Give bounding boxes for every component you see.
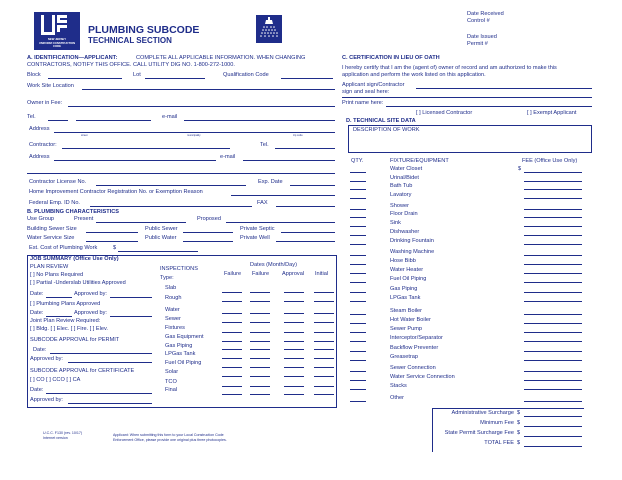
inspection-item: Solar <box>165 369 179 375</box>
fixture-qty-field[interactable] <box>350 226 366 227</box>
inspection-date-field[interactable] <box>314 292 334 293</box>
fixture-item: Backflow Preventer <box>390 345 439 351</box>
inspections-title: INSPECTIONS <box>160 266 198 272</box>
fixture-item: Steam Boiler <box>390 308 423 314</box>
description-label: DESCRIPTION OF WORK <box>353 127 420 133</box>
fax-field[interactable] <box>276 206 335 207</box>
fixture-fee-field[interactable] <box>524 172 582 173</box>
job-summary-title: JOB SUMMARY (Office Use Only) <box>30 256 119 262</box>
est-cost-field[interactable] <box>118 251 198 252</box>
inspection-date-field[interactable] <box>314 322 334 323</box>
fixture-fee-field[interactable] <box>524 292 582 293</box>
owner-email-label: e-mail <box>162 114 178 120</box>
fixture-fee-field[interactable] <box>524 226 582 227</box>
owner-field[interactable] <box>68 106 335 107</box>
form-version: Internet version <box>43 436 68 440</box>
fixture-qty-field[interactable] <box>350 292 366 293</box>
water-svc-label: Water Service Size <box>27 235 75 241</box>
inspection-date-field[interactable] <box>222 301 242 302</box>
joint-review-label: Joint Plan Review Required: <box>30 318 101 324</box>
plan-review-label: PLAN REVIEW <box>30 264 69 270</box>
inspection-date-field[interactable] <box>284 367 304 368</box>
inspection-date-field[interactable] <box>284 322 304 323</box>
fixture-fee-field[interactable] <box>524 282 582 283</box>
fixture-fee-field[interactable] <box>524 255 582 256</box>
permit-label: Permit # <box>467 41 488 47</box>
contractor-field[interactable] <box>62 148 230 149</box>
fixture-fee-field[interactable] <box>524 380 582 381</box>
fixture-qty-field[interactable] <box>350 181 366 182</box>
fixture-fee-field[interactable] <box>524 217 582 218</box>
inspection-date-field[interactable] <box>284 292 304 293</box>
print-name-label: Print name here: <box>342 100 384 106</box>
inspection-date-field[interactable] <box>314 332 334 333</box>
fixture-item: Interceptor/Separator <box>390 335 443 341</box>
contractor-tel-field[interactable] <box>275 148 335 149</box>
total-dollar: $ <box>517 440 521 446</box>
contractor-address-label: Address <box>29 154 50 160</box>
fed-id-label: Federal Emp. ID No. <box>29 200 80 206</box>
applicant-sign-field[interactable] <box>416 88 592 89</box>
fixture-qty-field[interactable] <box>350 255 366 256</box>
fixture-qty-field[interactable] <box>350 360 366 361</box>
inspection-item: Gas Piping <box>165 343 193 349</box>
form-title: PLUMBING SUBCODE <box>88 24 200 36</box>
exempt-applicant-checkbox[interactable]: [ ] Exempt Applicant <box>527 110 577 116</box>
licensed-contractor-checkbox[interactable]: [ ] Licensed Contractor <box>416 110 473 116</box>
inspection-date-field[interactable] <box>284 301 304 302</box>
fixture-item: Shower <box>390 203 409 209</box>
section-d-title: D. TECHNICAL SITE DATA <box>346 118 416 124</box>
fixture-fee-field[interactable] <box>524 189 582 190</box>
total-fee-field[interactable] <box>524 426 582 427</box>
contractor-label: Contractor: <box>29 142 57 148</box>
inspections-type-label: Type: <box>160 275 174 281</box>
public-water-field[interactable] <box>183 241 233 242</box>
total-label: Minimum Fee <box>480 420 514 426</box>
logo-c-shape <box>57 15 67 23</box>
fixture-fee-field[interactable] <box>524 314 582 315</box>
fixture-qty-field[interactable] <box>350 198 366 199</box>
fixture-item: Urinal/Bidet <box>390 175 419 181</box>
fixture-qty-field[interactable] <box>350 235 366 236</box>
control-label: Control # <box>467 18 490 24</box>
zip-caption: zip code <box>293 134 303 137</box>
logo-line2: UNIFORM CONSTRUCTION CODE <box>38 41 76 48</box>
total-dollar: $ <box>517 420 521 426</box>
fixture-qty-field[interactable] <box>350 323 366 324</box>
license-label: Contractor License No. <box>29 179 87 185</box>
fixture-qty-field[interactable] <box>350 172 366 173</box>
col-failure-2: Failure <box>252 271 270 277</box>
footer-note-2: Enforcement Office, please provide one original plus three photocopies. <box>113 438 227 442</box>
logo-c2-shape <box>57 25 67 32</box>
exp-date-field[interactable] <box>290 185 335 186</box>
total-label: State Permit Surcharge Fee <box>444 430 514 436</box>
inspection-item: Sewer <box>165 316 181 322</box>
total-label: TOTAL FEE <box>484 440 514 446</box>
contractor-address-line2[interactable] <box>27 173 335 174</box>
site-label: Work Site Location <box>27 83 74 89</box>
inspection-date-field[interactable] <box>284 341 304 342</box>
form-subtitle: TECHNICAL SECTION <box>88 36 172 45</box>
fixture-fee-field[interactable] <box>524 323 582 324</box>
proposed-field[interactable] <box>226 222 335 223</box>
logo-u-shape <box>41 15 55 35</box>
applicant-sign-label: Applicant sign/Contractor <box>342 82 405 88</box>
fixture-item: Drinking Fountain <box>390 238 434 244</box>
hic-label: Home Improvement Contractor Registration No. or Exemption Reason <box>29 189 203 195</box>
plan-approved-by2-label: Approved by: <box>74 310 107 316</box>
sign-seal-label: sign and seal here: <box>342 89 390 95</box>
inspection-date-field[interactable] <box>250 358 270 359</box>
plan-date2-label: Date: <box>30 310 44 316</box>
fixture-qty-field[interactable] <box>350 273 366 274</box>
cert-date-field[interactable] <box>46 393 152 394</box>
fixture-item: Sink <box>390 220 401 226</box>
fixture-item: Stacks <box>390 383 407 389</box>
section-b-title: B. PLUMBING CHARACTERISTICS <box>27 209 119 215</box>
plan-approved-by-field[interactable] <box>110 297 152 298</box>
inspection-date-field[interactable] <box>314 386 334 387</box>
fixture-item: Gas Piping <box>390 286 418 292</box>
fixture-fee-field[interactable] <box>524 198 582 199</box>
present-field[interactable] <box>96 222 186 223</box>
inspection-date-field[interactable] <box>250 394 270 395</box>
bldg-sewer-field[interactable] <box>86 232 138 233</box>
inspection-date-field[interactable] <box>314 394 334 395</box>
inspection-date-field[interactable] <box>250 332 270 333</box>
inspection-date-field[interactable] <box>314 349 334 350</box>
contractor-tel-label: Tel. <box>260 142 269 148</box>
public-sewer-field[interactable] <box>183 232 233 233</box>
no-plans-checkbox[interactable]: [ ] No Plans Required <box>30 272 84 278</box>
fixture-qty-field[interactable] <box>350 314 366 315</box>
cert-type-checkboxes[interactable]: [ ] CO [ ] CCO [ ] CA <box>30 377 81 383</box>
fixture-qty-field[interactable] <box>350 217 366 218</box>
subcode-permit-label: SUBCODE APPROVAL for PERMIT <box>30 337 120 343</box>
inspection-item: Water <box>165 307 180 313</box>
permit-approved-by-label: Approved by: <box>30 356 63 362</box>
fixture-qty-field[interactable] <box>350 389 366 390</box>
inspection-date-field[interactable] <box>222 349 242 350</box>
inspection-date-field[interactable] <box>222 322 242 323</box>
qual-label: Qualification Code <box>223 72 269 78</box>
fixture-header: FIXTURE/EQUIPMENT <box>390 158 449 164</box>
fixture-item: Sewer Connection <box>390 365 436 371</box>
qty-header: QTY. <box>351 158 364 164</box>
fixture-item: Water Heater <box>390 267 424 273</box>
inspection-date-field[interactable] <box>250 386 270 387</box>
inspection-date-field[interactable] <box>284 332 304 333</box>
fixture-fee-field[interactable] <box>524 244 582 245</box>
block-label: Block <box>27 72 41 78</box>
fixture-qty-field[interactable] <box>350 332 366 333</box>
fixture-item: Other <box>390 395 404 401</box>
fixture-qty-field[interactable] <box>350 244 366 245</box>
owner-label: Owner in Fee: <box>27 100 63 106</box>
fixture-item: Greasetrap <box>390 354 418 360</box>
owner-address-field[interactable] <box>54 132 335 133</box>
footer-note-1: Applicant: When submitting this form to your Local Construction Code <box>113 433 224 437</box>
inspection-date-field[interactable] <box>250 341 270 342</box>
private-septic-label: Private Septic <box>240 226 275 232</box>
est-cost-dollar: $ <box>113 245 117 251</box>
fed-id-field[interactable] <box>90 206 252 207</box>
inspection-date-field[interactable] <box>284 358 304 359</box>
present-label: Present <box>74 216 94 222</box>
cert-date-label: Date: <box>30 387 44 393</box>
street-caption: street <box>81 134 88 137</box>
col-initial: Initial <box>315 271 329 277</box>
fixture-item: Bath Tub <box>390 183 413 189</box>
owner-tel-label: Tel. <box>27 114 36 120</box>
inspection-item: Fixtures <box>165 325 185 331</box>
inspection-date-field[interactable] <box>250 349 270 350</box>
site-field[interactable] <box>82 89 335 90</box>
inspection-date-field[interactable] <box>314 313 334 314</box>
inspection-date-field[interactable] <box>222 313 242 314</box>
date-received-label: Date Received <box>467 11 504 17</box>
fixture-item: Hose Bibb <box>390 258 416 264</box>
plan-date2-field[interactable] <box>46 316 72 317</box>
subcode-cert-label: SUBCODE APPROVAL for CERTIFICATE <box>30 368 135 374</box>
qual-field[interactable] <box>281 78 333 79</box>
use-group-label: Use Group <box>27 216 55 222</box>
lot-label: Lot <box>133 72 141 78</box>
inspection-item: TCO <box>165 379 177 385</box>
inspection-date-field[interactable] <box>222 358 242 359</box>
fee-header: FEE (Office Use Only) <box>522 158 578 164</box>
col-failure-1: Failure <box>224 271 242 277</box>
total-dollar: $ <box>517 410 521 416</box>
total-dollar: $ <box>517 430 521 436</box>
inspection-date-field[interactable] <box>314 376 334 377</box>
owner-email-field[interactable] <box>184 120 335 121</box>
inspection-date-field[interactable] <box>222 332 242 333</box>
section-a-instr1: COMPLETE ALL APPLICABLE INFORMATION. WHEN CHANGING <box>136 55 306 61</box>
owner-tel-field[interactable] <box>76 120 151 121</box>
section-a-instr2: CONTRACTORS, NOTIFY THIS OFFICE. CALL UTILITY DIG NO. 1-800-272-1000. <box>27 62 235 68</box>
plan-approved-by2-field[interactable] <box>110 316 152 317</box>
fixture-fee-field[interactable] <box>524 273 582 274</box>
inspection-item: Rough <box>165 295 182 301</box>
plan-approved-by-label: Approved by: <box>74 291 107 297</box>
private-well-label: Private Well <box>240 235 270 241</box>
logo-line1: NEW JERSEY <box>47 37 67 41</box>
certify-text-2: application and perform the work listed on this application. <box>342 72 486 78</box>
joint-review-checkboxes[interactable]: [ ] Bldg. [ ] Elec. [ ] Fire. [ ] Elev. <box>30 326 108 332</box>
permit-date-field[interactable] <box>50 353 152 354</box>
lot-field[interactable] <box>145 78 205 79</box>
fixture-qty-field[interactable] <box>350 189 366 190</box>
inspection-date-field[interactable] <box>284 394 304 395</box>
fixture-fee-field[interactable] <box>524 360 582 361</box>
fixture-fee-field[interactable] <box>524 235 582 236</box>
inspection-date-field[interactable] <box>250 301 270 302</box>
inspection-date-field[interactable] <box>284 376 304 377</box>
signature-line[interactable] <box>342 97 592 98</box>
fixture-qty-field[interactable] <box>350 351 366 352</box>
permit-approved-by-field[interactable] <box>68 362 152 363</box>
owner-tel-area[interactable] <box>48 120 68 121</box>
fixture-qty-field[interactable] <box>350 301 366 302</box>
municipality-caption: municipality <box>187 134 201 137</box>
fixture-qty-field[interactable] <box>350 371 366 372</box>
fixture-item: LPGas Tank <box>390 295 421 301</box>
block-field[interactable] <box>48 78 122 79</box>
fixture-qty-field[interactable] <box>350 282 366 283</box>
plans-approved-checkbox[interactable]: [ ] Plumbing Plans Approved <box>30 301 101 307</box>
col-approval: Approval <box>282 271 305 277</box>
fixture-fee-field[interactable] <box>524 341 582 342</box>
partial-underslab-checkbox[interactable]: [ ] Partial -Underslab Utilities Approved <box>30 280 126 286</box>
inspection-date-field[interactable] <box>284 386 304 387</box>
contractor-email-label: e-mail <box>220 154 236 160</box>
total-fee-field[interactable] <box>524 436 582 437</box>
form-number: U.C.C. F130 (rev. 10/17) <box>43 431 83 435</box>
public-sewer-label: Public Sewer <box>145 226 178 232</box>
water-svc-field[interactable] <box>86 241 138 242</box>
contractor-address-field[interactable] <box>54 160 216 161</box>
inspection-item: Final <box>165 387 178 393</box>
inspection-date-field[interactable] <box>314 358 334 359</box>
hic-field[interactable] <box>231 195 335 196</box>
proposed-label: Proposed <box>197 216 221 222</box>
fixture-item: Washing Machine <box>390 249 435 255</box>
plan-date-field[interactable] <box>46 297 72 298</box>
public-water-label: Public Water <box>145 235 177 241</box>
cert-approved-by-field[interactable] <box>68 403 152 404</box>
inspection-date-field[interactable] <box>222 394 242 395</box>
contractor-email-field[interactable] <box>243 160 335 161</box>
fax-label: FAX <box>257 200 268 206</box>
fixture-fee-field[interactable] <box>524 264 582 265</box>
inspection-date-field[interactable] <box>250 322 270 323</box>
print-name-field[interactable] <box>386 106 592 107</box>
fixture-item: Hot Water Boiler <box>390 317 431 323</box>
fixture-item: Dishwasher <box>390 229 420 235</box>
fixture-item: Sewer Pump <box>390 326 423 332</box>
inspection-date-field[interactable] <box>222 367 242 368</box>
fixture-fee-field[interactable] <box>524 389 582 390</box>
fixture-qty-field[interactable] <box>350 209 366 210</box>
inspections-dates-label: Dates (Month/Day) <box>250 262 297 268</box>
bldg-sewer-label: Building Sewer Size <box>27 226 77 232</box>
fee-dollar: $ <box>518 166 522 172</box>
shower-icon <box>256 15 282 43</box>
private-septic-field[interactable] <box>281 232 335 233</box>
inspection-date-field[interactable] <box>284 349 304 350</box>
certify-text-1: I hereby certify that I am the (agent of) owner of record and am authorized to make this <box>342 65 557 71</box>
fixture-qty-field[interactable] <box>350 380 366 381</box>
fixture-fee-field[interactable] <box>524 351 582 352</box>
inspection-item: Fuel Oil Piping <box>165 360 202 366</box>
fixture-fee-field[interactable] <box>524 301 582 302</box>
inspection-date-field[interactable] <box>222 341 242 342</box>
inspection-date-field[interactable] <box>222 386 242 387</box>
fixture-fee-field[interactable] <box>524 401 582 402</box>
fixture-fee-field[interactable] <box>524 332 582 333</box>
total-label: Administrative Surcharge <box>451 410 514 416</box>
date-issued-label: Date Issued <box>467 34 497 40</box>
inspection-date-field[interactable] <box>284 313 304 314</box>
inspection-item: Slab <box>165 285 177 291</box>
fixture-fee-field[interactable] <box>524 371 582 372</box>
license-field[interactable] <box>96 185 246 186</box>
inspection-date-field[interactable] <box>314 367 334 368</box>
permit-date-label: Date: <box>33 347 47 353</box>
inspection-item: Gas Equipment <box>165 334 204 340</box>
section-a-title: A. IDENTIFICATION—APPLICANT: <box>27 55 118 61</box>
plan-date-label: Date: <box>30 291 44 297</box>
fixture-item: Water Closet <box>390 166 423 172</box>
inspection-date-field[interactable] <box>250 376 270 377</box>
fixture-fee-field[interactable] <box>524 181 582 182</box>
fixture-fee-field[interactable] <box>524 209 582 210</box>
fixture-qty-field[interactable] <box>350 401 366 402</box>
fixture-item: Fuel Oil Piping <box>390 276 427 282</box>
exp-date-label: Exp. Date <box>258 179 283 185</box>
section-c-title: C. CERTIFICATION IN LIEU OF OATH <box>342 55 440 61</box>
private-well-field[interactable] <box>276 241 335 242</box>
fixture-qty-field[interactable] <box>350 264 366 265</box>
inspection-date-field[interactable] <box>222 376 242 377</box>
fixture-item: Water Service Connection <box>390 374 455 380</box>
total-fee-field[interactable] <box>524 446 582 447</box>
fixture-qty-field[interactable] <box>350 341 366 342</box>
fixture-item: Floor Drain <box>390 211 418 217</box>
owner-address-label: Address <box>29 126 50 132</box>
cert-approved-by-label: Approved by: <box>30 397 63 403</box>
inspection-date-field[interactable] <box>314 301 334 302</box>
fixture-item: Lavatory <box>390 192 412 198</box>
inspection-date-field[interactable] <box>250 367 270 368</box>
est-cost-label: Est. Cost of Plumbing Work <box>29 245 98 251</box>
inspection-date-field[interactable] <box>314 341 334 342</box>
inspection-item: LPGas Tank <box>165 351 196 357</box>
ucc-logo <box>34 12 80 50</box>
total-fee-field[interactable] <box>524 416 582 417</box>
inspection-date-field[interactable] <box>222 292 242 293</box>
inspection-date-field[interactable] <box>250 313 270 314</box>
inspection-date-field[interactable] <box>250 292 270 293</box>
